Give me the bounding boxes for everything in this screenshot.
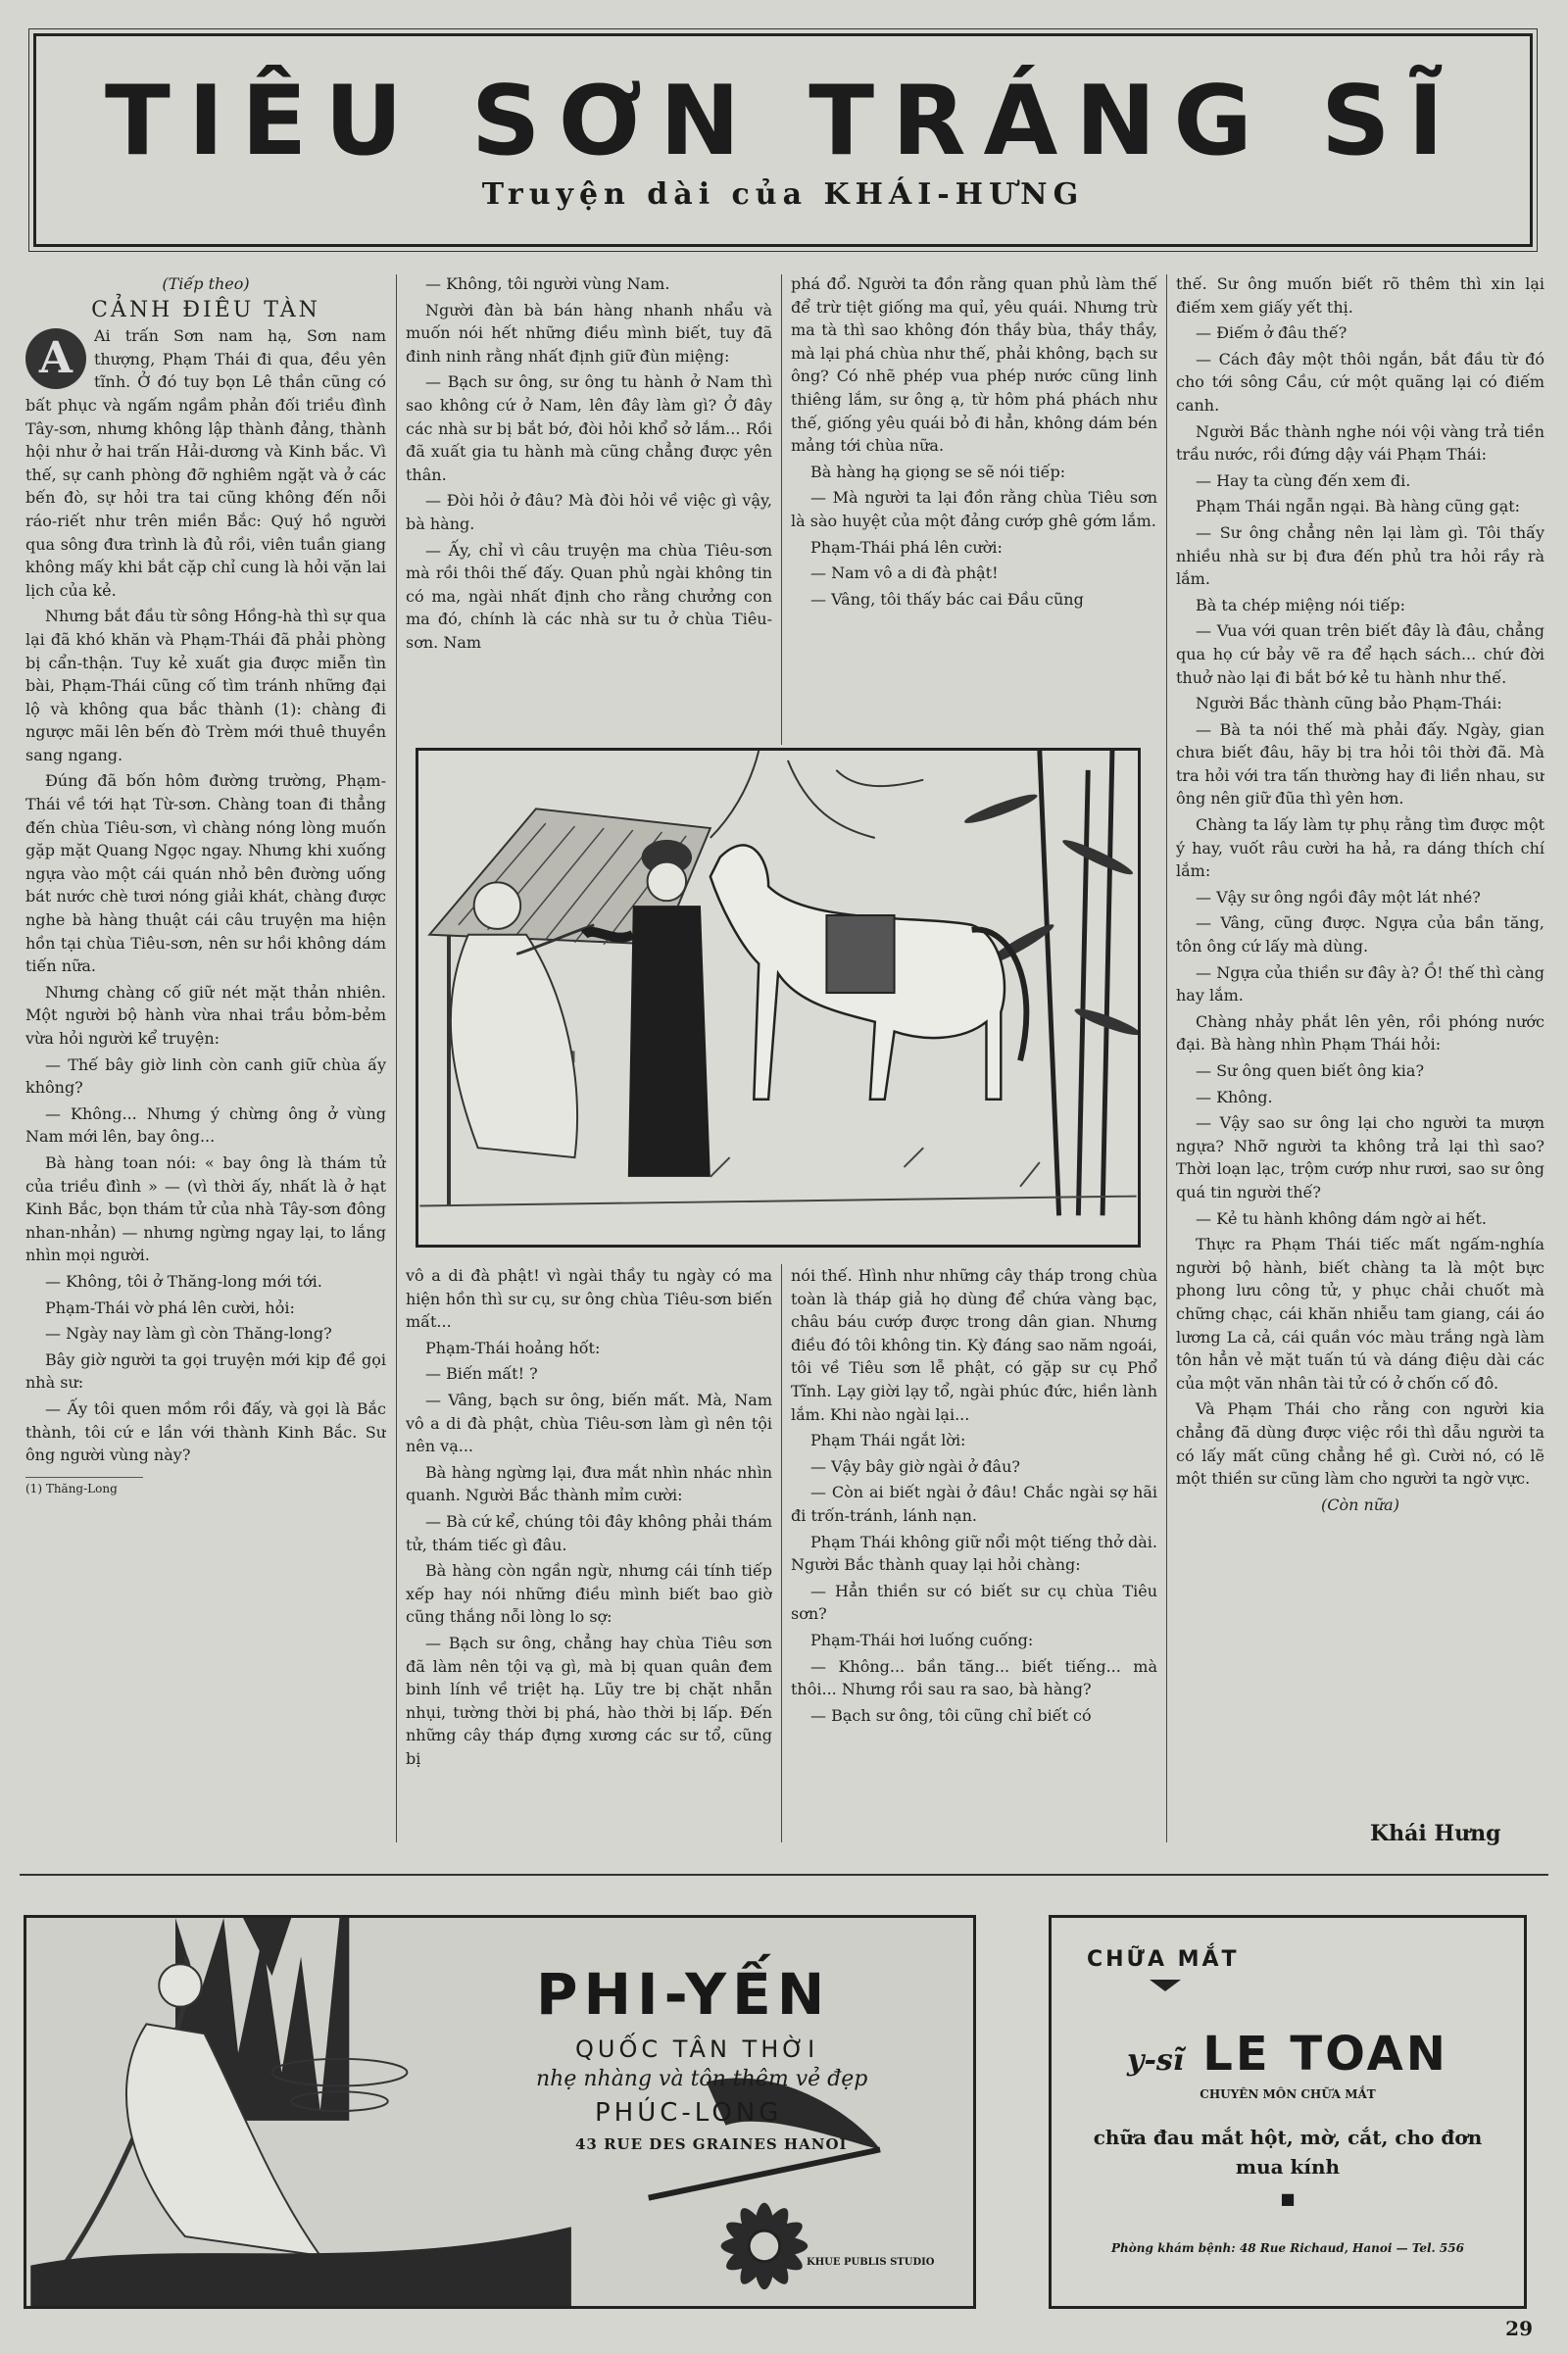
paragraph: — Bạch sư ông, chẳng hay chùa Tiêu sơn đã làm nên tội vạ gì, mà bị quan quân đem binh lính về triệt hạ. Lũy tre bị chặt nhẵn nhụi, tường thời bị phá, hào thời bị lấp. Đến những cây tháp đựng xương các sư tổ, cũng bị — [406, 1633, 772, 1768]
paragraph: — Ấy, chỉ vì câu truyện ma chùa Tiêu-sơn mà rồi thôi thế đấy. Quan phủ ngài không tin có ma, ngài nhất định cho rằng chưởng con ma đó, chính là các nhà sư tu ở chùa Tiêu-sơn. Nam — [406, 540, 772, 652]
paragraph: — Không, tôi ở Thăng-long mới tới. — [45, 1271, 322, 1291]
article-column-2-bottom — [406, 1264, 772, 1848]
paragraph: — Bà cứ kể, chúng tôi đây không phải thám tử, thám tiếc gì đâu. — [406, 1511, 772, 1554]
ad-line-3: PHÚC-LONG — [595, 2098, 783, 2128]
article-column-3-bottom — [791, 1264, 1157, 1848]
paragraph: — Vâng, cũng được. Ngựa của bần tăng, tôn ông cứ lấy mà dùng. — [1176, 913, 1544, 956]
paragraph: Bây giờ người ta gọi truyện mới kịp đề gọi nhà sư: — [25, 1349, 386, 1393]
serial-subtitle: Truyện dài của KHÁI-HƯNG — [481, 177, 1085, 212]
paragraph: Bà hàng hạ giọng se sẽ nói tiếp: — [810, 462, 1066, 481]
paragraph: thế. Sư ông muốn biết rõ thêm thì xin lại điếm xem giấy yết thị. — [1176, 274, 1544, 317]
doctor-name: LE TOAN — [1202, 2027, 1448, 2082]
paragraph: Phạm-Thái hoảng hốt: — [425, 1338, 601, 1357]
paragraph: — Vậy bây giờ ngài ở đâu? — [810, 1456, 1020, 1476]
paragraph: — Biến mất! ? — [425, 1364, 538, 1384]
paragraph: Phạm Thái ngắt lời: — [810, 1431, 966, 1450]
paragraph: Người đàn bà bán hàng nhanh nhẩu và muốn nói hết những điều mình biết, tuy đã đinh ninh rằng nhất định giữ đùn miệng: — [406, 300, 772, 366]
serial-title: TIÊU SƠN TRÁNG SĨ — [104, 66, 1462, 177]
chevron-down-icon — [1150, 1980, 1181, 1991]
advertisement-phi-yen — [24, 1915, 976, 2309]
paragraph: — Bạch sư ông, tôi cũng chỉ biết có — [810, 1705, 1092, 1725]
continued-label: (Tiếp theo) — [162, 274, 250, 293]
page-number: 29 — [1505, 2317, 1533, 2340]
paragraph: — Nam vô a di đà phật! — [810, 564, 999, 583]
paragraph: — Bạch sư ông, sư ông tu hành ở Nam thì sao không cứ ở Nam, lên đây làm gì? Ở đây các nhà sư bị bắt bớ, đòi hỏi khổ sở lắm... Rồi đã xuất gia tu hành mà cũng chẳng được yên thân. — [406, 372, 772, 484]
paragraph: Phạm-Thái phá lên cười: — [810, 537, 1003, 557]
paragraph: — Ấy tôi quen mồm rồi đấy, và gọi là Bắc thành, tôi cứ e lần với thành Kinh Bắc. Sư ông người vùng này? — [25, 1398, 386, 1465]
ad-line-2: nhẹ nhàng và tôn thêm vẻ đẹp — [536, 2067, 868, 2091]
doctor-name-line — [1052, 2027, 1524, 2082]
clinic-address: Phòng khám bệnh: 48 Rue Richaud, Hanoi — Tel. 556 — [1111, 2241, 1464, 2255]
illustration-monk-and-horse — [416, 748, 1141, 1248]
paragraph: — Vâng, tôi thấy bác cai Đầu cũng — [810, 589, 1084, 609]
paragraph: — Cách đây một thôi ngắn, bắt đầu từ đó cho tới sông Cầu, cứ một quãng lại có điếm canh. — [1176, 349, 1544, 415]
paragraph: phá đổ. Người ta đồn rằng quan phủ làm thế để trừ tiệt giống ma quỉ, yêu quái. Nhưng trừ ma tà thì sao không đón thầy bùa, thầy thầy, mà lại phá chùa như thế, phải không, bạch sư ông? Có nhẽ phép vua phép nước cũng linh thiêng lắm, sư ông ạ, từ hôm phá phách như thế, giống yêu quái bỏ đi hẳn, không dám bén mảng tới chùa nữa. — [791, 274, 1157, 456]
paragraph: — Sư ông quen biết ông kia? — [1196, 1061, 1425, 1080]
ad-line-1: QUỐC TÂN THỜI — [575, 2035, 819, 2063]
ad-studio-credit: KHUE PUBLIS STUDIO — [807, 2257, 935, 2268]
paragraph: — Bà ta nói thế mà phải đấy. Ngày, gian chưa biết đâu, hãy bị tra hỏi tôi thời đã. Mà tra hỏi với tra tấn thường hay đi liền nhau, sư ông nên giữ đũa thì yên hơn. — [1176, 719, 1544, 809]
paragraph: Ai trấn Sơn nam hạ, Sơn nam thượng, Phạm Thái đi qua, đều yên tĩnh. Ở đó tuy bọn Lê thần cũng có bất phục và ngấm ngầm phản đối triều đình Tây-sơn, nhưng không lập thành đảng, thành hội như ở hai trấn Hải-dương và Kinh bắc. Vì thế, sự canh phòng đỡ nghiêm ngặt và ở các bến đò, sự hỏi tra tai cũng không đến nỗi ráo-riết như trên miền Bắc: Quý hồ người qua sông đưa trình là đủ rồi, viên tuần giang không mấy khi bắt cặp chỉ cung là hỏi vặn lai lịch của kẻ. — [25, 326, 386, 600]
paragraph: nói thế. Hình như những cây tháp trong chùa toàn là tháp giả họ dùng để chứa vàng bạc, châu báu cướp được trong dân gian. Nhưng điều đó tôi không tin. Kỳ đáng sao năm ngoái, tôi về Tiêu sơn lễ phật, có gặp sư cụ Phổ Tĩnh. Lạy giời lạy tổ, ngài phúc đức, hiền lành lắm. Khi nào ngài lại... — [791, 1266, 1157, 1424]
drop-cap-ornament: A — [25, 328, 86, 389]
paragraph: Phạm Thái ngẫn ngại. Bà hàng cũng gạt: — [1196, 497, 1521, 516]
article-column-3-top — [791, 272, 1157, 741]
doctor-services: chữa đau mắt hột, mờ, cắt, cho đơn mua kính — [1093, 2126, 1483, 2179]
bullet-icon: ■ — [1280, 2189, 1296, 2208]
ad-brand: PHI-YẾN — [536, 1961, 831, 2028]
doctor-specialty: CHUYÊN MÔN CHỮA MẮT — [1200, 2087, 1376, 2101]
paragraph: — Kẻ tu hành không dám ngờ ai hết. — [1196, 1208, 1487, 1228]
paragraph: — Hay ta cùng đến xem đi. — [1196, 470, 1411, 490]
paragraph: Phạm-Thái hơi luống cuống: — [810, 1630, 1034, 1649]
paragraph: Chàng nhảy phắt lên yên, rồi phóng nước đại. Bà hàng nhìn Phạm Thái hỏi: — [1176, 1011, 1544, 1054]
paragraph: — Ngựa của thiền sư đây à? Ồ! thế thì càng hay lắm. — [1176, 962, 1544, 1005]
paragraph: Nhưng chàng cố giữ nét mặt thản nhiên. Một người bộ hành vừa nhai trầu bỏm-bẻm vừa hỏi người kể truyện: — [25, 982, 386, 1048]
paragraph: Phạm-Thái vờ phá lên cười, hỏi: — [45, 1298, 295, 1317]
paragraph: — Không. — [1196, 1087, 1273, 1106]
article-column-2-top — [406, 272, 772, 741]
paragraph: Bà hàng ngừng lại, đưa mắt nhìn nhác nhìn quanh. Người Bắc thành mỉm cười: — [406, 1462, 772, 1505]
paragraph: — Đòi hỏi ở đâu? Mà đòi hỏi về việc gì vậy, bà hàng. — [406, 491, 772, 533]
paragraph: Bà ta chép miệng nói tiếp: — [1196, 595, 1406, 614]
paragraph: — Sư ông chẳng nên lại làm gì. Tôi thấy nhiều nhà sư bị đưa đến phủ tra hỏi rầy rà lắm. — [1176, 522, 1544, 589]
paragraph: vô a di đà phật! vì ngài thầy tu ngày có ma hiện hồn thì sư cụ, sư ông chùa Tiêu-sơn biến mất... — [406, 1266, 772, 1332]
masthead — [33, 33, 1533, 247]
section-divider — [20, 1874, 1548, 1876]
paragraph: Nhưng bắt đầu từ sông Hồng-hà thì sự qua lại đã khó khăn và Phạm-Thái đã phải phòng bị cẩn-thận. Tuy kẻ xuất gia được miễn tìn bài, Phạm-Thái cũng cố tìm tránh những đại lộ và không qua bắc thành (1): chàng đi ngược mãi lên bến đò Trèm mới thuê thuyền sang ngang. — [25, 607, 386, 764]
paragraph: — Điếm ở đâu thế? — [1196, 323, 1348, 343]
paragraph: — Vâng, bạch sư ông, biến mất. Mà, Nam vô a di đà phật, chùa Tiêu-sơn làm gì nên tội nên vạ... — [406, 1390, 772, 1456]
paragraph: — Hẳn thiền sư có biết sư cụ chùa Tiêu sơn? — [791, 1581, 1157, 1624]
article-column-4 — [1176, 272, 1544, 1801]
section-title: CẢNH ĐIÊU TÀN — [91, 297, 320, 322]
paragraph: — Mà người ta lại đồn rằng chùa Tiêu sơn là sào huyệt của một đảng cướp ghê gớm lắm. — [791, 488, 1157, 530]
paragraph: Người Bắc thành cũng bảo Phạm-Thái: — [1196, 694, 1502, 713]
paragraph: Chàng ta lấy làm tự phụ rằng tìm được một ý hay, vuốt râu cười ha hả, ra dáng thích chí lắm: — [1176, 815, 1544, 881]
article-column-1 — [25, 272, 386, 1850]
paragraph: — Còn ai biết ngài ở đâu! Chắc ngài sợ hãi đi trốn-tránh, lánh nạn. — [791, 1483, 1157, 1525]
paragraph: Đúng đã bốn hôm đường trường, Phạm-Thái về tới hạt Từ-sơn. Chàng toan đi thẳng đến chùa Tiêu-sơn, vì chàng nóng lòng muốn gặp mặt Quang Ngọc ngay. Nhưng khi xuống ngựa vào một cái quán nhỏ bên đường uống bát nước chè tươi nóng giải khát, chàng được nghe bà hàng thuật cái câu truyện ma hiện hồn tại chùa Tiêu-sơn, nên sư hồi không dám tiến nữa. — [25, 771, 386, 976]
paragraph: — Không... bần tăng... biết tiếng... mà thôi... Nhưng rồi sau ra sao, bà hàng? — [791, 1656, 1157, 1699]
paragraph: — Ngày nay làm gì còn Thăng-long? — [45, 1324, 332, 1344]
paragraph: — Không, tôi người vùng Nam. — [425, 274, 670, 293]
paragraph: Phạm Thái không giữ nổi một tiếng thở dài. Người Bắc thành quay lại hỏi chàng: — [791, 1532, 1157, 1575]
to-be-continued: (Còn nữa) — [1321, 1495, 1399, 1514]
paragraph: — Vậy sư ông ngồi đây một lát nhé? — [1196, 887, 1481, 907]
ad-top-label: CHỮA MẮT — [1087, 1947, 1240, 1972]
paragraph: — Vậy sao sư ông lại cho người ta mượn ngựa? Nhỡ người ta không trả lại thì sao? Thời loạn lạc, trộm cướp như rươi, sao sư ông quá tin người thế? — [1176, 1113, 1544, 1201]
paragraph: — Thế bây giờ linh còn canh giữ chùa ấy không? — [25, 1054, 386, 1098]
paragraph: — Không... Nhưng ý chừng ông ở vùng Nam mới lên, bay ông... — [25, 1103, 386, 1147]
column-rule — [781, 1264, 782, 1842]
column-rule — [1166, 274, 1167, 1842]
column-rule — [396, 274, 397, 1842]
ad-address: 43 RUE DES GRAINES HANOI — [575, 2135, 848, 2153]
advertisement-le-toan — [1049, 1915, 1527, 2309]
footnote: (1) Thăng-Long — [25, 1477, 143, 1501]
paragraph: Và Phạm Thái cho rằng con người kia chẳng đã dùng được việc rồi thì dẫu người ta có lấy mất cũng chẳng hề gì. Cười nó, có lẽ một thiền sư cũng làm cho người ta ngờ vực. — [1176, 1399, 1544, 1489]
paragraph: Bà hàng còn ngần ngừ, nhưng cái tính tiếp xếp hay nói những điều mình biết bao giờ cũng thắng nỗi lòng lo sợ: — [406, 1561, 772, 1627]
ad-illustration — [26, 1918, 973, 2306]
paragraph: — Vua với quan trên biết đây là đâu, chẳng qua họ cứ bảy vẽ ra để hạch sách... chứ đời thuở nào lại đi bắt bớ kẻ tu hành như thế. — [1176, 621, 1544, 687]
paragraph: Người Bắc thành nghe nói vội vàng trả tiền trầu nước, rồi đứng dậy vái Phạm Thái: — [1176, 421, 1544, 465]
doctor-prefix: y-sĩ — [1127, 2043, 1185, 2078]
illustration-drawing — [418, 751, 1138, 1245]
paragraph: Thực ra Phạm Thái tiếc mất ngấm-nghía người bộ hành, biết chàng ta là một bực phong lưu công tử, y phục chải chuốt mà chững chạc, cái khăn nhiễu tam giang, cái áo lương La cả, cái quần vóc màu trắng ngà làm tôn hẳn vẻ mặt tuấn tú và dáng điệu dài các của một văn nhân tài tử có ở chốn cố đô. — [1176, 1235, 1544, 1393]
paragraph: Bà hàng toan nói: « bay ông là thám tử của triều đình » — (vì thời ấy, nhất là ở hạt Kinh Bắc, bọn thám tử của nhà Tây-sơn đông nhan-nhản) — nhưng ngừng ngay lại, to lắng nhìn mọi người. — [25, 1152, 386, 1265]
author-signature: Khái Hưng — [1370, 1821, 1501, 1846]
column-rule — [781, 274, 782, 745]
